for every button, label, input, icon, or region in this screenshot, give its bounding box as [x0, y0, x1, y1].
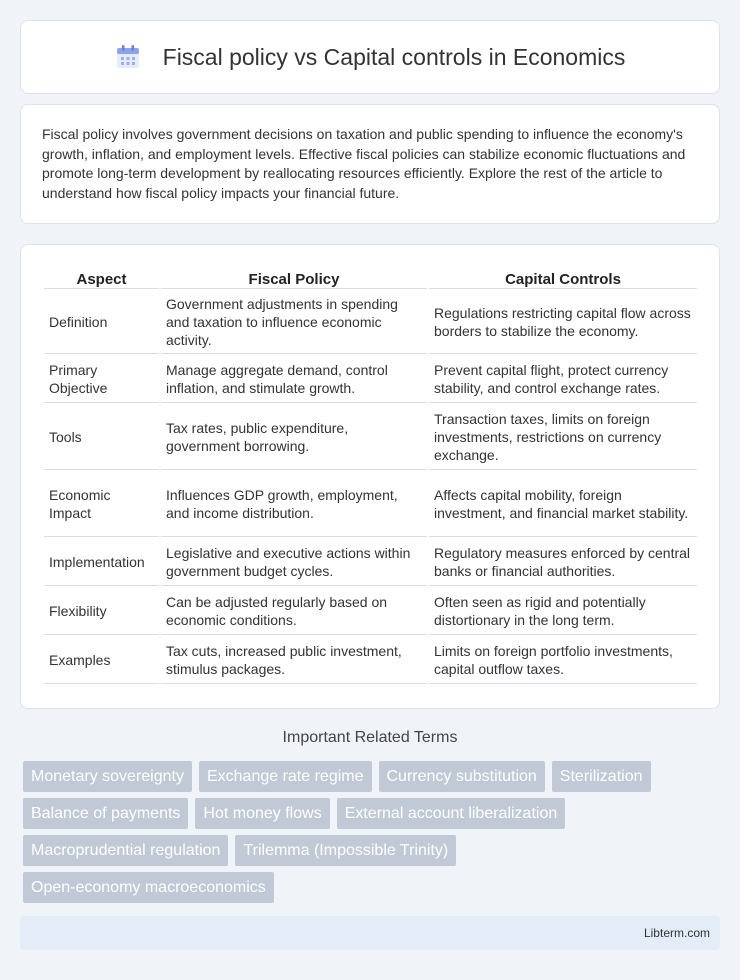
table-row: [44, 356, 697, 403]
related-term-tag[interactable]: Trilemma (Impossible Trinity): [235, 835, 456, 866]
table-cell: Manage aggregate demand, control inflation, and stimulate growth.: [161, 356, 427, 403]
related-term-tag[interactable]: Balance of payments: [23, 798, 188, 829]
related-term-tag[interactable]: External account liberalization: [337, 798, 566, 829]
header-card: [20, 20, 720, 94]
table-cell: Tax cuts, increased public investment, stimulus packages.: [161, 637, 427, 684]
table-cell: Tools: [44, 405, 159, 470]
related-term-tag[interactable]: Currency substitution: [379, 761, 545, 792]
column-header: Aspect: [44, 267, 159, 289]
related-terms-list: [23, 761, 703, 909]
table-row: [44, 472, 697, 537]
comparison-card: [20, 244, 720, 709]
column-header: Capital Controls: [429, 267, 697, 289]
comparison-table: [42, 265, 699, 686]
table-cell: Regulatory measures enforced by central banks or financial authorities.: [429, 539, 697, 586]
table-header-row: [44, 267, 697, 289]
table-row: [44, 539, 697, 586]
table-cell: Limits on foreign portfolio investments, capital outflow taxes.: [429, 637, 697, 684]
table-cell: Economic Impact: [44, 472, 159, 537]
intro-card: [20, 104, 720, 224]
table-cell: Implementation: [44, 539, 159, 586]
table-cell: Transaction taxes, limits on foreign investments, restrictions on currency exchange.: [429, 405, 697, 470]
related-term-tag[interactable]: Sterilization: [552, 761, 651, 792]
table-cell: Regulations restricting capital flow across borders to stabilize the economy.: [429, 291, 697, 354]
related-terms-title: Important Related Terms: [282, 729, 458, 746]
table-row: [44, 588, 697, 635]
table-cell: Prevent capital flight, protect currency stability, and control exchange rates.: [429, 356, 697, 403]
related-term-tag[interactable]: Exchange rate regime: [199, 761, 372, 792]
table-cell: Tax rates, public expenditure, government borrowing.: [161, 405, 427, 470]
table-cell: Examples: [44, 637, 159, 684]
table-cell: Affects capital mobility, foreign investment, and financial market stability.: [429, 472, 697, 537]
footer: [20, 916, 720, 950]
column-header: Fiscal Policy: [161, 267, 427, 289]
table-row: [44, 291, 697, 354]
related-term-tag[interactable]: Open-economy macroeconomics: [23, 872, 274, 903]
table-cell: Definition: [44, 291, 159, 354]
related-term-tag[interactable]: Monetary sovereignty: [23, 761, 192, 792]
calendar-icon: [115, 44, 141, 70]
table-cell: Flexibility: [44, 588, 159, 635]
table-cell: Often seen as rigid and potentially distortionary in the long term.: [429, 588, 697, 635]
table-cell: Primary Objective: [44, 356, 159, 403]
page-title: Fiscal policy vs Capital controls in Economics: [162, 43, 626, 70]
table-cell: Can be adjusted regularly based on economic conditions.: [161, 588, 427, 635]
intro-text: Fiscal policy involves government decisions on taxation and public spending to influence the economy's growth, inflation, and employment levels. Effective fiscal policies can stabilize economic fluctuations and promote long-term development by reallocating resources efficiently. Explore the rest of the article to understand how fiscal policy impacts your financial future.: [42, 126, 686, 201]
related-term-tag[interactable]: Macroprudential regulation: [23, 835, 228, 866]
table-cell: Government adjustments in spending and taxation to influence economic activity.: [161, 291, 427, 354]
table-row: [44, 405, 697, 470]
footer-site-link[interactable]: Libterm.com: [643, 926, 710, 940]
table-cell: Influences GDP growth, employment, and income distribution.: [161, 472, 427, 537]
related-term-tag[interactable]: Hot money flows: [195, 798, 329, 829]
table-cell: Legislative and executive actions within government budget cycles.: [161, 539, 427, 586]
table-row: [44, 637, 697, 684]
